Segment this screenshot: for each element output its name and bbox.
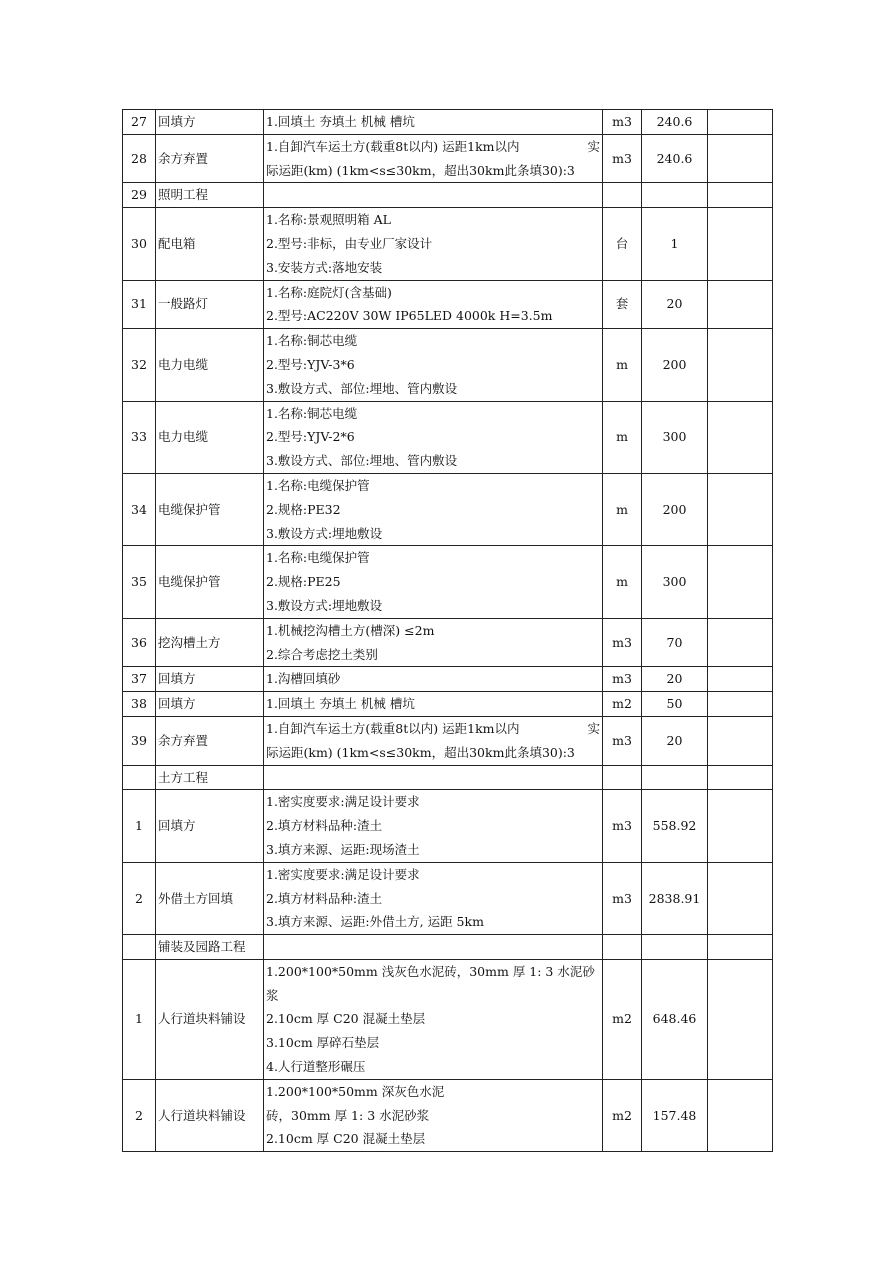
description-line: 3.10cm 厚碎石垫层: [266, 1035, 380, 1051]
empty-cell: [603, 935, 642, 960]
quantity-cell: 240.6: [642, 110, 708, 135]
row-number: 37: [123, 667, 156, 692]
unit-cell: m3: [603, 134, 642, 183]
table-row: [123, 473, 773, 545]
item-name: 挖沟槽土方: [156, 618, 264, 667]
unit-cell: m2: [603, 692, 642, 717]
description-line: 1.200*100*50mm 深灰色水泥: [266, 1083, 445, 1099]
item-description: [264, 1079, 603, 1151]
row-number: 28: [123, 134, 156, 183]
item-description: [264, 110, 603, 135]
table-row: [123, 208, 773, 280]
item-description: [264, 134, 603, 183]
item-description: [264, 473, 603, 545]
item-description: [264, 546, 603, 618]
empty-cell: [708, 183, 773, 208]
quantity-cell: 648.46: [642, 959, 708, 1079]
description-line: 1.名称:铜芯电缆: [266, 405, 358, 421]
item-name: 回填方: [156, 667, 264, 692]
table-row: [123, 667, 773, 692]
table-row: [123, 618, 773, 667]
empty-cell: [708, 134, 773, 183]
section-title: 铺装及园路工程: [156, 935, 264, 960]
description-line: 4.人行道整形碾压: [266, 1059, 366, 1075]
description-line: 2.规格:PE32: [266, 501, 341, 517]
unit-cell: m: [603, 401, 642, 473]
unit-cell: m3: [603, 716, 642, 765]
description-line: 3.填方来源、运距:现场渣土: [266, 841, 420, 857]
description-line: 2.填方材料品种:渣土: [266, 818, 383, 834]
quantity-cell: 300: [642, 546, 708, 618]
unit-cell: 台: [603, 208, 642, 280]
section-header-row: [123, 765, 773, 790]
description-line: 3.敷设方式:埋地敷设: [266, 597, 383, 613]
description-line: 际运距(km) (1km<s≤30km，超出30km此条填30):3: [266, 162, 575, 178]
item-name: 照明工程: [156, 183, 264, 208]
item-name: 回填方: [156, 692, 264, 717]
table-row: [123, 716, 773, 765]
table-row: [123, 280, 773, 329]
item-name: 配电箱: [156, 208, 264, 280]
item-description: [264, 667, 603, 692]
description-line: 1.回填土 夯填土 机械 槽坑: [266, 114, 415, 129]
item-name: 人行道块料铺设: [156, 959, 264, 1079]
description-line: 1.名称:电缆保护管: [266, 477, 370, 493]
description-line: 浆: [266, 987, 279, 1003]
quantity-cell: 200: [642, 329, 708, 401]
empty-cell: [708, 401, 773, 473]
empty-cell: [708, 716, 773, 765]
item-name: 回填方: [156, 110, 264, 135]
unit-cell: m3: [603, 618, 642, 667]
unit-cell: m: [603, 473, 642, 545]
row-number: 39: [123, 716, 156, 765]
description-line: 3.敷设方式、部位:埋地、管内敷设: [266, 380, 458, 396]
empty-cell: [708, 546, 773, 618]
empty-cell: [708, 959, 773, 1079]
description-text: 1.自卸汽车运土方(载重8t以内) 运距1km以内: [266, 138, 520, 154]
row-number: 2: [123, 862, 156, 934]
item-name: 一般路灯: [156, 280, 264, 329]
quantity-cell: 1: [642, 208, 708, 280]
empty-cell: [708, 790, 773, 862]
empty-cell: [123, 935, 156, 960]
item-name: 电缆保护管: [156, 473, 264, 545]
empty-cell: [708, 935, 773, 960]
item-description: [264, 401, 603, 473]
description-line: 1.密实度要求:满足设计要求: [266, 866, 420, 882]
item-description: [264, 183, 603, 208]
quantity-cell: 240.6: [642, 134, 708, 183]
empty-cell: [642, 935, 708, 960]
item-description: [264, 716, 603, 765]
item-name: 余方弃置: [156, 716, 264, 765]
description-line: 砖，30mm 厚 1: 3 水泥砂浆: [266, 1107, 430, 1123]
item-name: 人行道块料铺设: [156, 1079, 264, 1151]
empty-cell: [708, 208, 773, 280]
table-row: [123, 692, 773, 717]
description-line: [266, 717, 600, 741]
item-description: [264, 790, 603, 862]
unit-cell: 套: [603, 280, 642, 329]
quantity-cell: 300: [642, 401, 708, 473]
quantity-cell: 558.92: [642, 790, 708, 862]
item-name: 电力电缆: [156, 329, 264, 401]
description-line: 2.规格:PE25: [266, 574, 341, 590]
empty-cell: [603, 765, 642, 790]
unit-cell: m2: [603, 959, 642, 1079]
item-name: 外借土方回填: [156, 862, 264, 934]
empty-cell: [123, 765, 156, 790]
empty-cell: [708, 667, 773, 692]
row-number: 34: [123, 473, 156, 545]
row-number: 31: [123, 280, 156, 329]
empty-cell: [708, 618, 773, 667]
row-number: 1: [123, 959, 156, 1079]
table-row: [123, 110, 773, 135]
description-line: 2.型号:AC220V 30W IP65LED 4000k H=3.5m: [266, 308, 553, 324]
item-description: [264, 692, 603, 717]
bill-of-quantities-table: [122, 109, 773, 1152]
description-line: 2.10cm 厚 C20 混凝土垫层: [266, 1131, 426, 1147]
quantity-cell: 20: [642, 280, 708, 329]
empty-cell: [264, 765, 603, 790]
empty-cell: [708, 862, 773, 934]
quantity-cell: 50: [642, 692, 708, 717]
description-line: 1.200*100*50mm 浅灰色水泥砖，30mm 厚 1: 3 水泥砂: [266, 963, 595, 979]
quantity-cell: 20: [642, 716, 708, 765]
description-line: [266, 135, 600, 159]
quantity-cell: 200: [642, 473, 708, 545]
unit-cell: m2: [603, 1079, 642, 1151]
quantity-cell: 157.48: [642, 1079, 708, 1151]
row-number: 2: [123, 1079, 156, 1151]
empty-cell: [708, 280, 773, 329]
unit-cell: m: [603, 546, 642, 618]
row-number: 1: [123, 790, 156, 862]
row-number: 33: [123, 401, 156, 473]
description-line: 际运距(km) (1km<s≤30km，超出30km此条填30):3: [266, 744, 575, 760]
description-line: 1.机械挖沟槽土方(槽深) ≤2m: [266, 622, 435, 638]
item-description: [264, 208, 603, 280]
description-line: 3.安装方式:落地安装: [266, 259, 383, 275]
description-text: 实: [587, 138, 600, 154]
empty-cell: [708, 110, 773, 135]
table-row: [123, 183, 773, 208]
description-line: 1.密实度要求:满足设计要求: [266, 794, 420, 810]
description-line: 3.填方来源、运距:外借土方, 运距 5km: [266, 914, 484, 930]
item-description: [264, 862, 603, 934]
table-row: [123, 329, 773, 401]
quantity-cell: 20: [642, 667, 708, 692]
empty-cell: [264, 935, 603, 960]
table-row: [123, 546, 773, 618]
unit-cell: m3: [603, 790, 642, 862]
description-line: 1.名称:铜芯电缆: [266, 333, 358, 349]
item-description: [264, 959, 603, 1079]
row-number: 36: [123, 618, 156, 667]
unit-cell: m3: [603, 667, 642, 692]
description-line: 2.型号:YJV-3*6: [266, 356, 355, 372]
description-line: 2.综合考虑挖土类别: [266, 646, 378, 662]
table-row: [123, 959, 773, 1079]
item-name: 余方弃置: [156, 134, 264, 183]
item-name: 电力电缆: [156, 401, 264, 473]
description-line: 1.名称:庭院灯(含基础): [266, 284, 392, 300]
quantity-cell: [642, 183, 708, 208]
description-line: 1.沟槽回填砂: [266, 671, 341, 687]
empty-cell: [642, 765, 708, 790]
unit-cell: [603, 183, 642, 208]
section-title: 土方工程: [156, 765, 264, 790]
description-line: 2.型号:非标，由专业厂家设计: [266, 235, 433, 251]
table-row: [123, 401, 773, 473]
table-body: [123, 110, 773, 1152]
quantity-cell: 70: [642, 618, 708, 667]
description-line: 1.名称:电缆保护管: [266, 550, 370, 566]
description-line: 2.型号:YJV-2*6: [266, 429, 355, 445]
table-row: [123, 1079, 773, 1151]
row-number: 30: [123, 208, 156, 280]
table-row: [123, 790, 773, 862]
row-number: 29: [123, 183, 156, 208]
description-line: 3.敷设方式:埋地敷设: [266, 525, 383, 541]
section-header-row: [123, 935, 773, 960]
unit-cell: m3: [603, 110, 642, 135]
description-line: 1.名称:景观照明箱 AL: [266, 212, 391, 228]
row-number: 35: [123, 546, 156, 618]
empty-cell: [708, 1079, 773, 1151]
empty-cell: [708, 329, 773, 401]
description-text: 1.自卸汽车运土方(载重8t以内) 运距1km以内: [266, 720, 520, 736]
item-description: [264, 618, 603, 667]
item-name: 电缆保护管: [156, 546, 264, 618]
row-number: 27: [123, 110, 156, 135]
description-line: 1.回填土 夯填土 机械 槽坑: [266, 696, 415, 712]
item-description: [264, 280, 603, 329]
item-description: [264, 329, 603, 401]
item-name: 回填方: [156, 790, 264, 862]
table-row: [123, 862, 773, 934]
empty-cell: [708, 765, 773, 790]
row-number: 32: [123, 329, 156, 401]
description-line: 3.敷设方式、部位:埋地、管内敷设: [266, 453, 458, 469]
description-line: 2.填方材料品种:渣土: [266, 890, 383, 906]
quantity-cell: 2838.91: [642, 862, 708, 934]
description-text: 实: [587, 720, 600, 736]
description-line: 2.10cm 厚 C20 混凝土垫层: [266, 1011, 426, 1027]
row-number: 38: [123, 692, 156, 717]
unit-cell: m3: [603, 862, 642, 934]
empty-cell: [708, 473, 773, 545]
table-row: [123, 134, 773, 183]
unit-cell: m: [603, 329, 642, 401]
empty-cell: [708, 692, 773, 717]
